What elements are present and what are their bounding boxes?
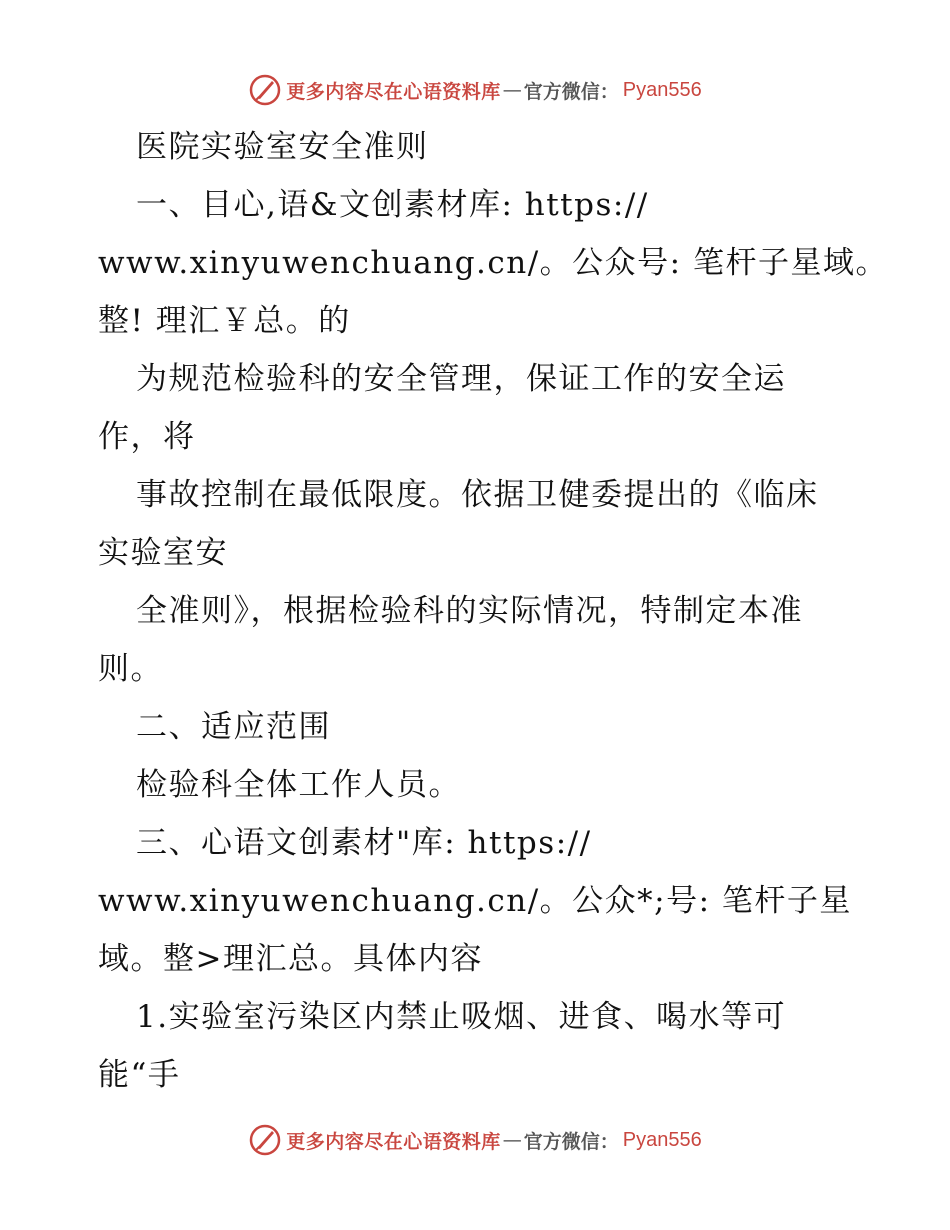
- banner-dash: —: [502, 79, 522, 101]
- header-banner: [0, 70, 950, 110]
- section-heading: 二、适应范围: [136, 709, 331, 745]
- text-line: 能“手: [98, 1057, 181, 1093]
- text-line: www.xinyuwenchuang.cn/。公众*;号: 笔杆子星: [98, 883, 852, 919]
- document-title: 医院实验室安全准则: [136, 129, 429, 165]
- banner-dash: —: [502, 1129, 522, 1151]
- footer-banner: [0, 1120, 950, 1160]
- banner-wechat-label: 官方微信：: [523, 1130, 619, 1153]
- quill-logo-icon: [248, 1123, 282, 1157]
- banner-brand-text: 更多内容尽在心语资料库: [286, 1130, 501, 1153]
- text-line: 为规范检验科的安全管理，保证工作的安全运: [136, 361, 786, 397]
- banner-wechat-handle: Pyan556: [622, 78, 702, 101]
- text-line: 事故控制在最低限度。依据卫健委提出的《临床: [136, 477, 819, 513]
- section-heading: 三、心语文创素材"库: https://: [136, 825, 592, 861]
- text-line: 全准则》，根据检验科的实际情况，特制定本准: [136, 593, 803, 629]
- text-line: 1.实验室污染区内禁止吸烟、进食、喝水等可: [136, 999, 787, 1035]
- text-line: 则。: [98, 651, 163, 687]
- banner-wechat-label: 官方微信：: [523, 80, 619, 103]
- text-line: 检验科全体工作人员。: [136, 767, 461, 803]
- text-line: 域。整>理汇总。具体内容: [98, 941, 483, 977]
- quill-logo-icon: [248, 73, 282, 107]
- banner-wechat-handle: Pyan556: [622, 1128, 702, 1151]
- banner-brand-text: 更多内容尽在心语资料库: [286, 80, 501, 103]
- text-line: 实验室安: [98, 535, 228, 571]
- text-line: 作，将: [98, 419, 196, 455]
- text-line: 一、目心,语&文创素材库: https://: [136, 187, 649, 223]
- text-line: www.xinyuwenchuang.cn/。公众号: 笔杆子星域。: [98, 245, 888, 281]
- text-line: 整! 理汇￥总。的: [98, 303, 351, 339]
